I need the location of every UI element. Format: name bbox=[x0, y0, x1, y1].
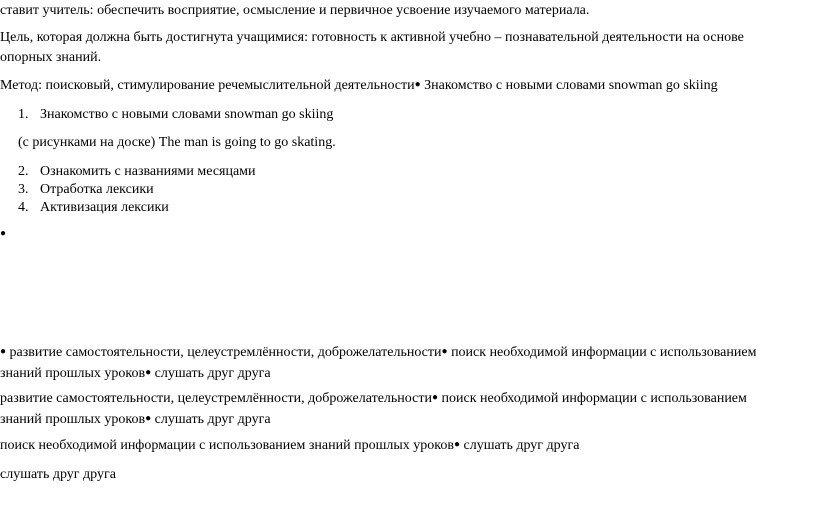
method-intro-text: Знакомство с новыми словами snowman go skiing bbox=[420, 78, 718, 93]
competency-text: развитие самостоятельности, целеустремлённости, доброжелательности bbox=[0, 391, 432, 406]
lone-bullet bbox=[0, 225, 6, 243]
list-text: Активизация лексики bbox=[40, 200, 169, 215]
paragraph-competencies-1 bbox=[0, 342, 790, 384]
list-number: 4. bbox=[18, 200, 29, 215]
paragraph-method bbox=[0, 76, 718, 94]
list-item bbox=[18, 199, 169, 216]
competency-text: поиск необходимой информации с использованием знаний прошлых уроков bbox=[0, 345, 757, 381]
list-text: Знакомство с новыми словами snowman go skiing bbox=[40, 107, 334, 122]
bullet-icon: ● bbox=[431, 392, 439, 403]
paragraph-pictures: (с рисунками на доске) The man is going to go skating. bbox=[18, 135, 336, 150]
competency-text: слушать друг друга bbox=[460, 438, 580, 453]
list-number: 3. bbox=[18, 182, 29, 197]
bullet-icon: ● bbox=[453, 439, 460, 450]
list-text: Отработка лексики bbox=[40, 182, 154, 197]
bullet-icon: ● bbox=[0, 346, 7, 357]
bullet-icon: ● bbox=[441, 346, 448, 357]
bullet-icon: ● bbox=[414, 79, 421, 90]
paragraph-competencies-3 bbox=[0, 436, 579, 454]
method-text: Метод: поисковый, стимулирование речемыслительной деятельности bbox=[0, 78, 415, 93]
list-text: Ознакомить с названиями месяцами bbox=[40, 164, 256, 179]
paragraph-goal-teacher: ставит учитель: обеспечить восприятие, осмысление и первичное усвоение изучаемого материала. bbox=[0, 3, 590, 18]
list-item bbox=[18, 163, 256, 180]
list-number: 2. bbox=[18, 164, 29, 179]
list-item bbox=[18, 106, 333, 123]
competency-text: слушать друг друга bbox=[151, 366, 271, 381]
paragraph-competencies-2 bbox=[0, 388, 790, 430]
paragraph-competencies-4: слушать друг друга bbox=[0, 467, 116, 482]
paragraph-goal-students: Цель, которая должна быть достигнута учащимися: готовность к активной учебно – познавательной деятельности на основе опорных знаний. bbox=[0, 30, 744, 65]
competency-text: слушать друг друга bbox=[151, 412, 271, 427]
list-number: 1. bbox=[18, 107, 29, 122]
competency-text: поиск необходимой информации с использованием знаний прошлых уроков bbox=[0, 391, 747, 427]
competency-text: развитие самостоятельности, целеустремлённости, доброжелательности bbox=[6, 345, 442, 360]
bullet-icon: ● bbox=[145, 367, 152, 378]
bullet-icon: ● bbox=[0, 228, 7, 239]
competency-text: поиск необходимой информации с использованием знаний прошлых уроков bbox=[0, 438, 454, 453]
bullet-icon: ● bbox=[145, 413, 152, 424]
list-item bbox=[18, 181, 154, 198]
